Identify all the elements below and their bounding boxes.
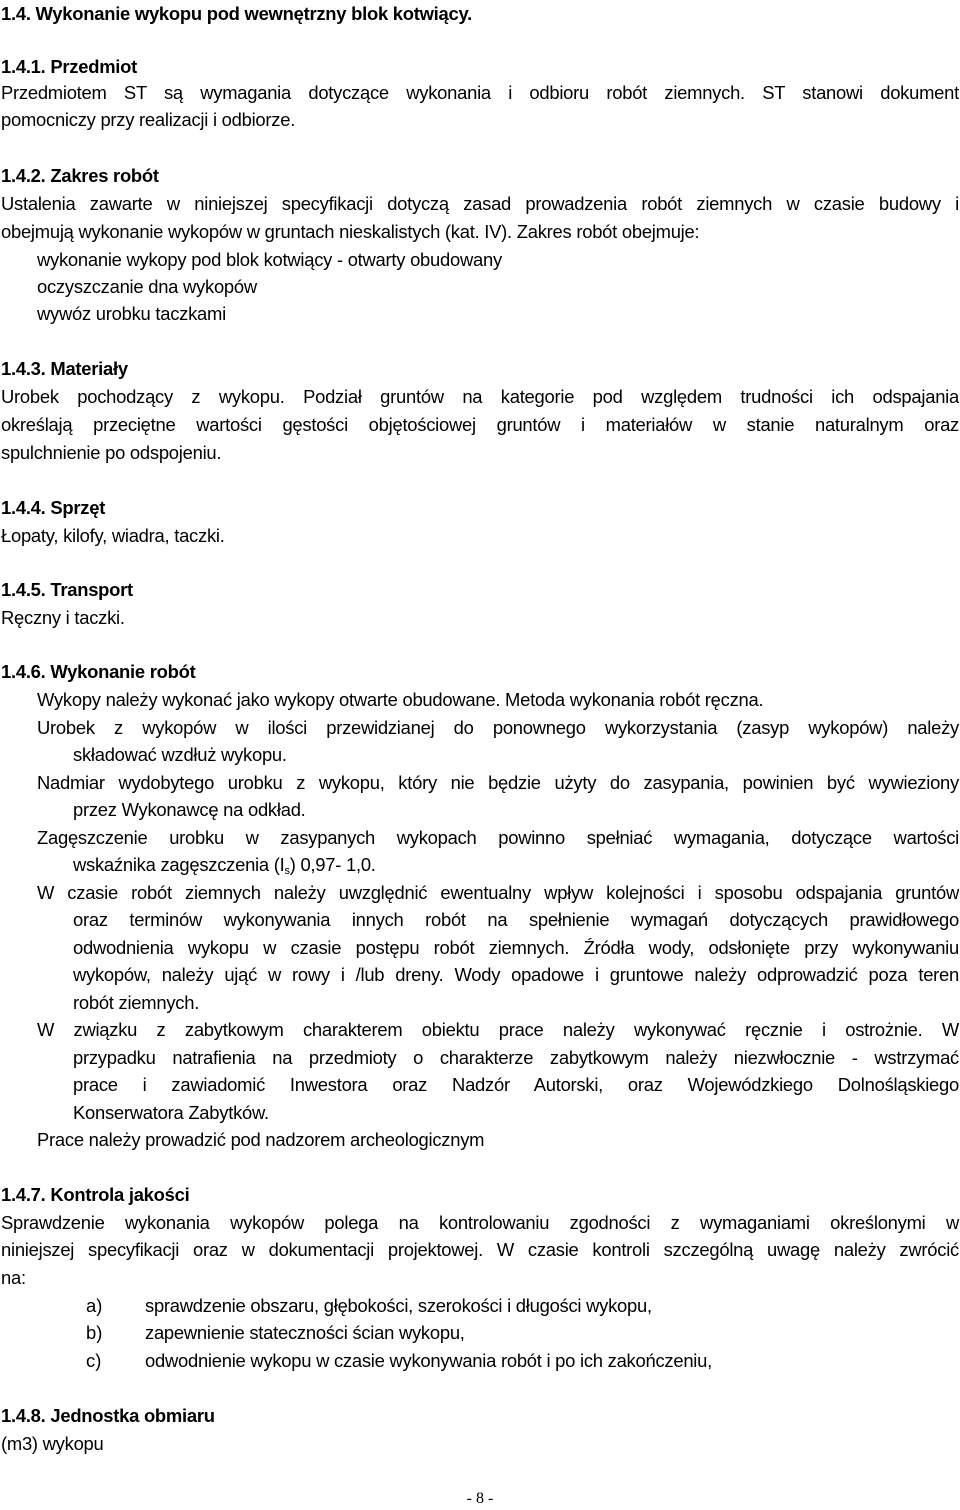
section-heading: 1.4. Wykonanie wykopu pod wewnętrzny blok kotwiący. [1,3,472,24]
paragraph-line: Nadmiar wydobytego urobku z wykopu, który nie będzie użyty do zasypania, powinien być wywieziony [37,772,959,793]
section-heading: 1.4.2. Zakres robót [1,165,159,186]
paragraph-line: odwodnienia wykopu w czasie postępu robót ziemnych. Źródła wody, odsłonięte przy wykonywaniu [73,937,959,958]
section-heading: 1.4.8. Jednostka obmiaru [1,1405,215,1426]
paragraph-line: prace i zawiadomić Inwestora oraz Nadzór Autorski, oraz Wojewódzkiego Dolnośląskiego [73,1074,959,1095]
paragraph-line: spulchnienie po odspojeniu. [1,442,222,463]
paragraph-line: na: [1,1267,26,1288]
paragraph-line: Urobek pochodzący z wykopu. Podział gruntów na kategorie pod względem trudności ich odspajania [1,386,959,407]
page-number: - 8 - [466,1490,494,1507]
paragraph-line: Ręczny i taczki. [1,607,125,628]
paragraph-line: Zagęszczenie urobku w zasypanych wykopach powinno spełniać wymagania, dotyczące wartości [37,827,959,848]
section-heading: 1.4.4. Sprzęt [1,497,106,518]
paragraph-line: wskaźnika zagęszczenia $(I_s)$ 0,97- 1,0. [73,854,376,877]
paragraph-line: przez Wykonawcę na odkład. [73,799,306,820]
paragraph-line: robót ziemnych. [73,992,200,1013]
list-label: c) [86,1350,102,1371]
paragraph-line: przypadku natrafienia na przedmioty o charakterze zabytkowym należy niezwłocznie - wstrzymać [73,1047,959,1068]
paragraph-line: Łopaty, kilofy, wiadra, taczki. [1,525,225,546]
paragraph-line: Przedmiotem ST są wymagania dotyczące wykonania i odbioru robót ziemnych. ST stanowi dokument [1,82,959,103]
paragraph-line: Urobek z wykopów w ilości przewidzianej do ponownego wykorzystania (zasyp wykopów) należy [37,717,959,738]
list-label: b) [86,1322,103,1343]
section-heading: 1.4.3. Materiały [1,358,128,379]
paragraph-line: W czasie robót ziemnych należy uwzględnić ewentualny wpływ kolejności i sposobu odspajania gruntów [37,882,959,903]
paragraph-line: (m3) wykopu [1,1433,104,1454]
paragraph-line: niniejszej specyfikacji oraz w dokumentacji projektowej. W czasie kontroli szczególną uwagę należy zwrócić [1,1239,959,1260]
paragraph-line: Konserwatora Zabytków. [73,1102,269,1123]
paragraph-line: pomocniczy przy realizacji i odbiorze. [1,109,296,130]
list-item: sprawdzenie obszaru, głębokości, szerokości i długości wykopu, [145,1295,652,1316]
list-item: odwodnienie wykopu w czasie wykonywania robót i po ich zakończeniu, [145,1350,712,1371]
section-heading: 1.4.1. Przedmiot [1,56,138,77]
paragraph-line: składować wzdłuż wykopu. [73,744,287,765]
section-heading: 1.4.6. Wykonanie robót [1,661,196,682]
list-label: a) [86,1295,103,1316]
paragraph-line: Wykopy należy wykonać jako wykopy otwarte obudowane. Metoda wykonania robót ręczna. [37,689,764,710]
list-item: wykonanie wykopy pod blok kotwiący - otwarty obudowany [37,249,502,270]
paragraph-line: określają przeciętne wartości gęstości objętościowej gruntów i materiałów w stanie naturalnym oraz [1,414,959,435]
paragraph-line: Sprawdzenie wykonania wykopów polega na kontrolowaniu zgodności z wymaganiami określonymi w [1,1212,959,1233]
section-heading: 1.4.5. Transport [1,579,133,600]
paragraph-line: W związku z zabytkowym charakterem obiektu prace należy wykonywać ręcznie i ostrożnie. W [37,1019,959,1040]
paragraph-line: Ustalenia zawarte w niniejszej specyfikacji dotyczą zasad prowadzenia robót ziemnych w czasie budowy i [1,193,959,214]
list-item: wywóz urobku taczkami [37,303,226,324]
list-item: zapewnienie stateczności ścian wykopu, [145,1322,465,1343]
paragraph-line: obejmują wykonanie wykopów w gruntach nieskalistych (kat. IV). Zakres robót obejmuje: [1,221,700,242]
paragraph-line: oraz terminów wykonywania innych robót na spełnienie wymagań dotyczących prawidłowego [73,909,959,930]
paragraph-line: Prace należy prowadzić pod nadzorem archeologicznym [37,1129,485,1150]
paragraph-line: wykopów, należy ująć w rowy i /lub dreny. Wody opadowe i gruntowe należy odprowadzić poza teren [73,964,959,985]
list-item: oczyszczanie dna wykopów [37,276,257,297]
section-heading: 1.4.7. Kontrola jakości [1,1184,190,1205]
